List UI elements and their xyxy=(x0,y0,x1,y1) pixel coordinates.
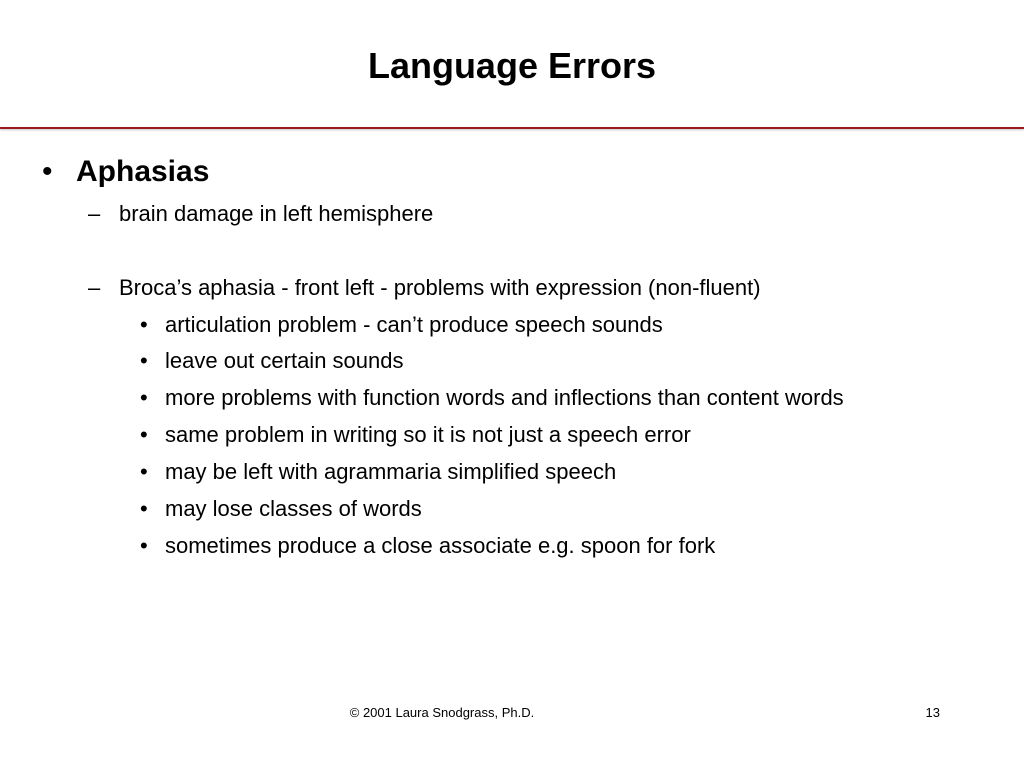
bullet-marker: • xyxy=(140,312,148,337)
bullet-marker: • xyxy=(140,496,148,521)
detail-text: leave out certain sounds xyxy=(165,348,404,373)
detail-text: articulation problem - can’t produce speech sounds xyxy=(165,312,663,337)
page-number: 13 xyxy=(925,705,940,720)
dash-marker: – xyxy=(88,201,101,226)
bullet-marker: • xyxy=(140,348,148,373)
bullet-marker: • xyxy=(140,385,148,410)
copyright-footer: © 2001 Laura Snodgrass, Ph.D. xyxy=(349,705,535,720)
heading-text: Aphasias xyxy=(76,155,210,188)
detail-text: sometimes produce a close associate e.g. spoon for fork xyxy=(165,533,716,558)
bullet-marker: • xyxy=(140,422,148,447)
bullet-marker: • xyxy=(42,155,53,188)
slide-title: Language Errors xyxy=(367,45,657,86)
detail-text: same problem in writing so it is not just a speech error xyxy=(165,422,691,447)
sub-item-text: brain damage in left hemisphere xyxy=(119,201,434,226)
dash-marker: – xyxy=(88,275,101,300)
detail-text: may lose classes of words xyxy=(165,496,422,521)
detail-text: may be left with agrammaria simplified speech xyxy=(165,459,617,484)
bullet-marker: • xyxy=(140,533,148,558)
title-divider xyxy=(0,127,1024,129)
sub-item-text: Broca’s aphasia - front left - problems with expression (non-fluent) xyxy=(119,275,761,300)
bullet-marker: • xyxy=(140,459,148,484)
detail-text: more problems with function words and inflections than content words xyxy=(165,385,844,410)
